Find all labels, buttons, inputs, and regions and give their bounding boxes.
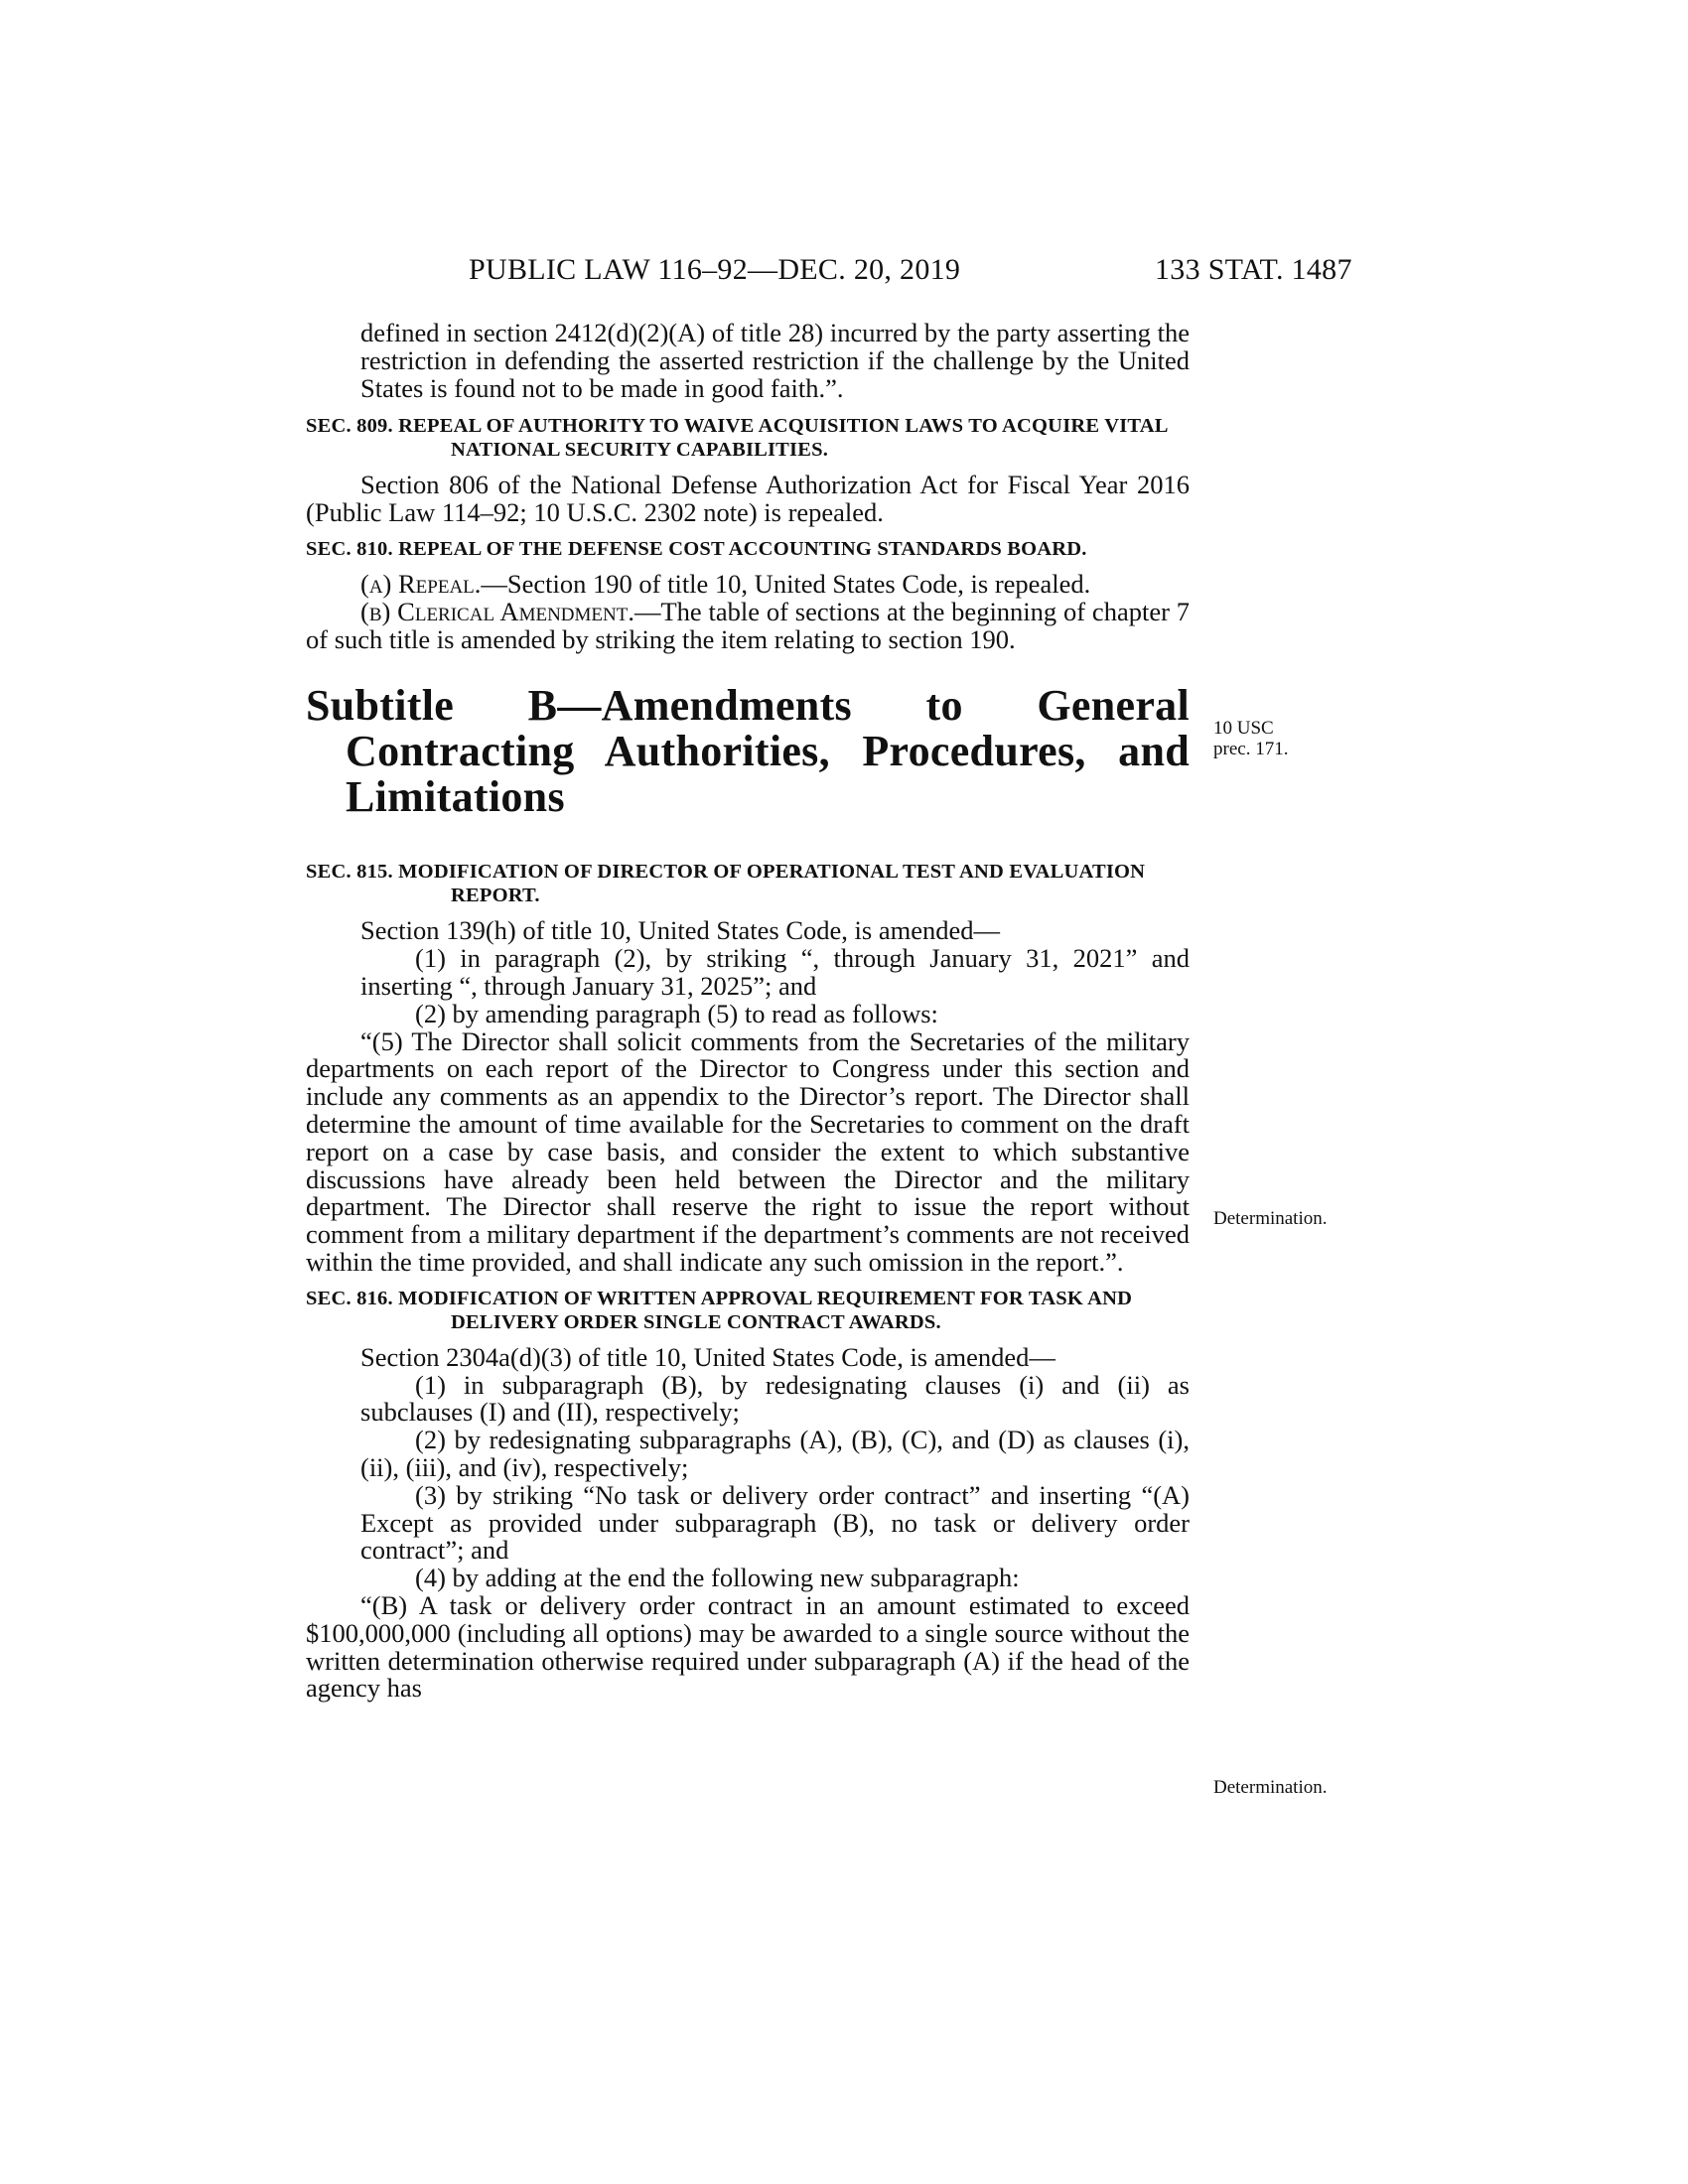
section-815-item-1: [306, 945, 1190, 1001]
subtitle-heading: Subtitle B—Amendments to General Contracting Authorities, Procedures, and Limitations: [306, 681, 1190, 822]
section-810-subsection-b: [306, 596, 1190, 654]
margin-note-usc-line-1: 10 USC: [1213, 718, 1274, 739]
section-816-intro: Section 2304a(d)(3) of title 10, United States Code, is amended—: [360, 1341, 1055, 1372]
section-815-intro: Section 139(h) of title 10, United States Code, is amended—: [360, 915, 1000, 946]
margin-note-usc-line-2: prec. 171.: [1213, 739, 1289, 759]
header-title: PUBLIC LAW 116–92—DEC. 20, 2019: [469, 253, 961, 286]
page-body: [306, 320, 1190, 1703]
item-text: (1) in paragraph (2), by striking “, through January 31, 2021” and inserting “, through January 31, 2025”; and: [360, 943, 1190, 1001]
intro-paragraph: defined in section 2412(d)(2)(A) of title 28) incurred by the party asserting the restriction in defending the asserted restriction if the challenge by the United States is found not to be made in good faith.”.: [360, 318, 1190, 403]
subsection-b-label: (b) Clerical Amendment.: [360, 596, 634, 626]
margin-note-determination-1: Determination.: [1213, 1208, 1328, 1229]
section-809-text: Section 806 of the National Defense Authorization Act for Fiscal Year 2016 (Public Law 114–92; 10 U.S.C. 2302 note) is repealed.: [306, 470, 1190, 528]
section-816-quoted-paragraph: “(B) A task or delivery order contract in an amount estimated to exceed $100,000,000 (including all options) may be awarded to a single source without the written determination otherwise required under subparagraph (A) if the head of the agency has: [306, 1589, 1190, 1704]
section-816-item-4: (4) by adding at the end the following new subparagraph:: [415, 1563, 1020, 1593]
section-816-item-1: (1) in subparagraph (B), by redesignating clauses (i) and (ii) as subclauses (I) and (II), respectively;: [360, 1369, 1190, 1428]
section-heading-810: SEC. 810. REPEAL OF THE DEFENSE COST ACCOUNTING STANDARDS BOARD.: [306, 537, 1087, 560]
subsection-a-label: (a) Repeal.: [360, 568, 482, 599]
subsection-a-text: —Section 190 of title 10, United States Code, is repealed.: [481, 568, 1091, 599]
margin-note-usc: [1213, 718, 1288, 759]
section-815-item-2: (2) by amending paragraph (5) to read as follows:: [415, 998, 938, 1028]
section-816-item-3: (3) by striking “No task or delivery order contract” and inserting “(A) Except as provided under subparagraph (B), no task or delivery order contract”; and: [360, 1479, 1190, 1566]
header-page-number: 133 STAT. 1487: [1155, 253, 1352, 286]
section-816-item-2: (2) by redesignating subparagraphs (A), (B), (C), and (D) as clauses (i), (ii), (iii), and (iv), respectively;: [360, 1425, 1190, 1482]
section-heading-816: SEC. 816. MODIFICATION OF WRITTEN APPROVAL REQUIREMENT FOR TASK AND DELIVERY ORDER SINGLE CONTRACT AWARDS.: [306, 1287, 1133, 1333]
running-header: [0, 253, 1688, 293]
margin-note-determination-2: Determination.: [1213, 1777, 1328, 1798]
section-815-quoted-paragraph: “(5) The Director shall solicit comments from the Secretaries of the military departments on each report of the Director to Congress under this section and include any comments as an appendix to the Director’s report. The Director shall determine the amount of time available for the Secretaries to comment on the draft report on a case by case basis, and consider the extent to which substantive discussions have already been held between the Director and the military department. The Director shall reserve the right to issue the report without comment from a military department if the department’s comments are not received within the time provided, and shall indicate any such omission in the report.”.: [306, 1025, 1190, 1277]
section-heading-815: SEC. 815. MODIFICATION OF DIRECTOR OF OPERATIONAL TEST AND EVALUATION REPORT.: [306, 861, 1146, 907]
section-810-subsection-a: [306, 568, 1190, 599]
section-heading-809: SEC. 809. REPEAL OF AUTHORITY TO WAIVE ACQUISITION LAWS TO ACQUIRE VITAL NATIONAL SECURITY CAPABILITIES.: [306, 415, 1168, 462]
subsection-b-text: —The table of sections at the beginning of chapter 7 of such title is amended by striking the item relating to section 190.: [306, 596, 1190, 654]
